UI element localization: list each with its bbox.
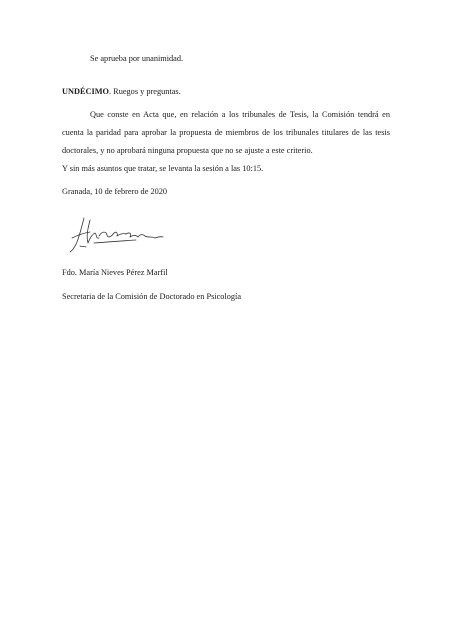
signed-by: Fdo. María Nieves Pérez Marfil [62, 268, 168, 277]
section-number: UNDÉCIMO [62, 87, 110, 96]
closing-line: Y sin más asuntos que tratar, se levanta la sesión a las 10:15. [62, 164, 264, 173]
signer-role: Secretaria de la Comisión de Doctorado en Psicología [62, 292, 242, 301]
handwritten-signature-icon [66, 216, 166, 256]
section-heading-line [62, 87, 390, 97]
place-date: Granada, 10 de febrero de 2020 [62, 187, 168, 196]
approval-line: Se aprueba por unanimidad. [90, 54, 184, 63]
body-paragraph: Que conste en Acta que, en relación a los tribunales de Tesis, la Comisión tendrá en cuenta la paridad para aprobar la propuesta de miembros de los tribunales titulares de las tesis doctorales, y no aprobará ninguna propuesta que no se ajuste a este criterio. [62, 110, 390, 155]
section-title: . Ruegos y preguntas. [109, 87, 181, 96]
